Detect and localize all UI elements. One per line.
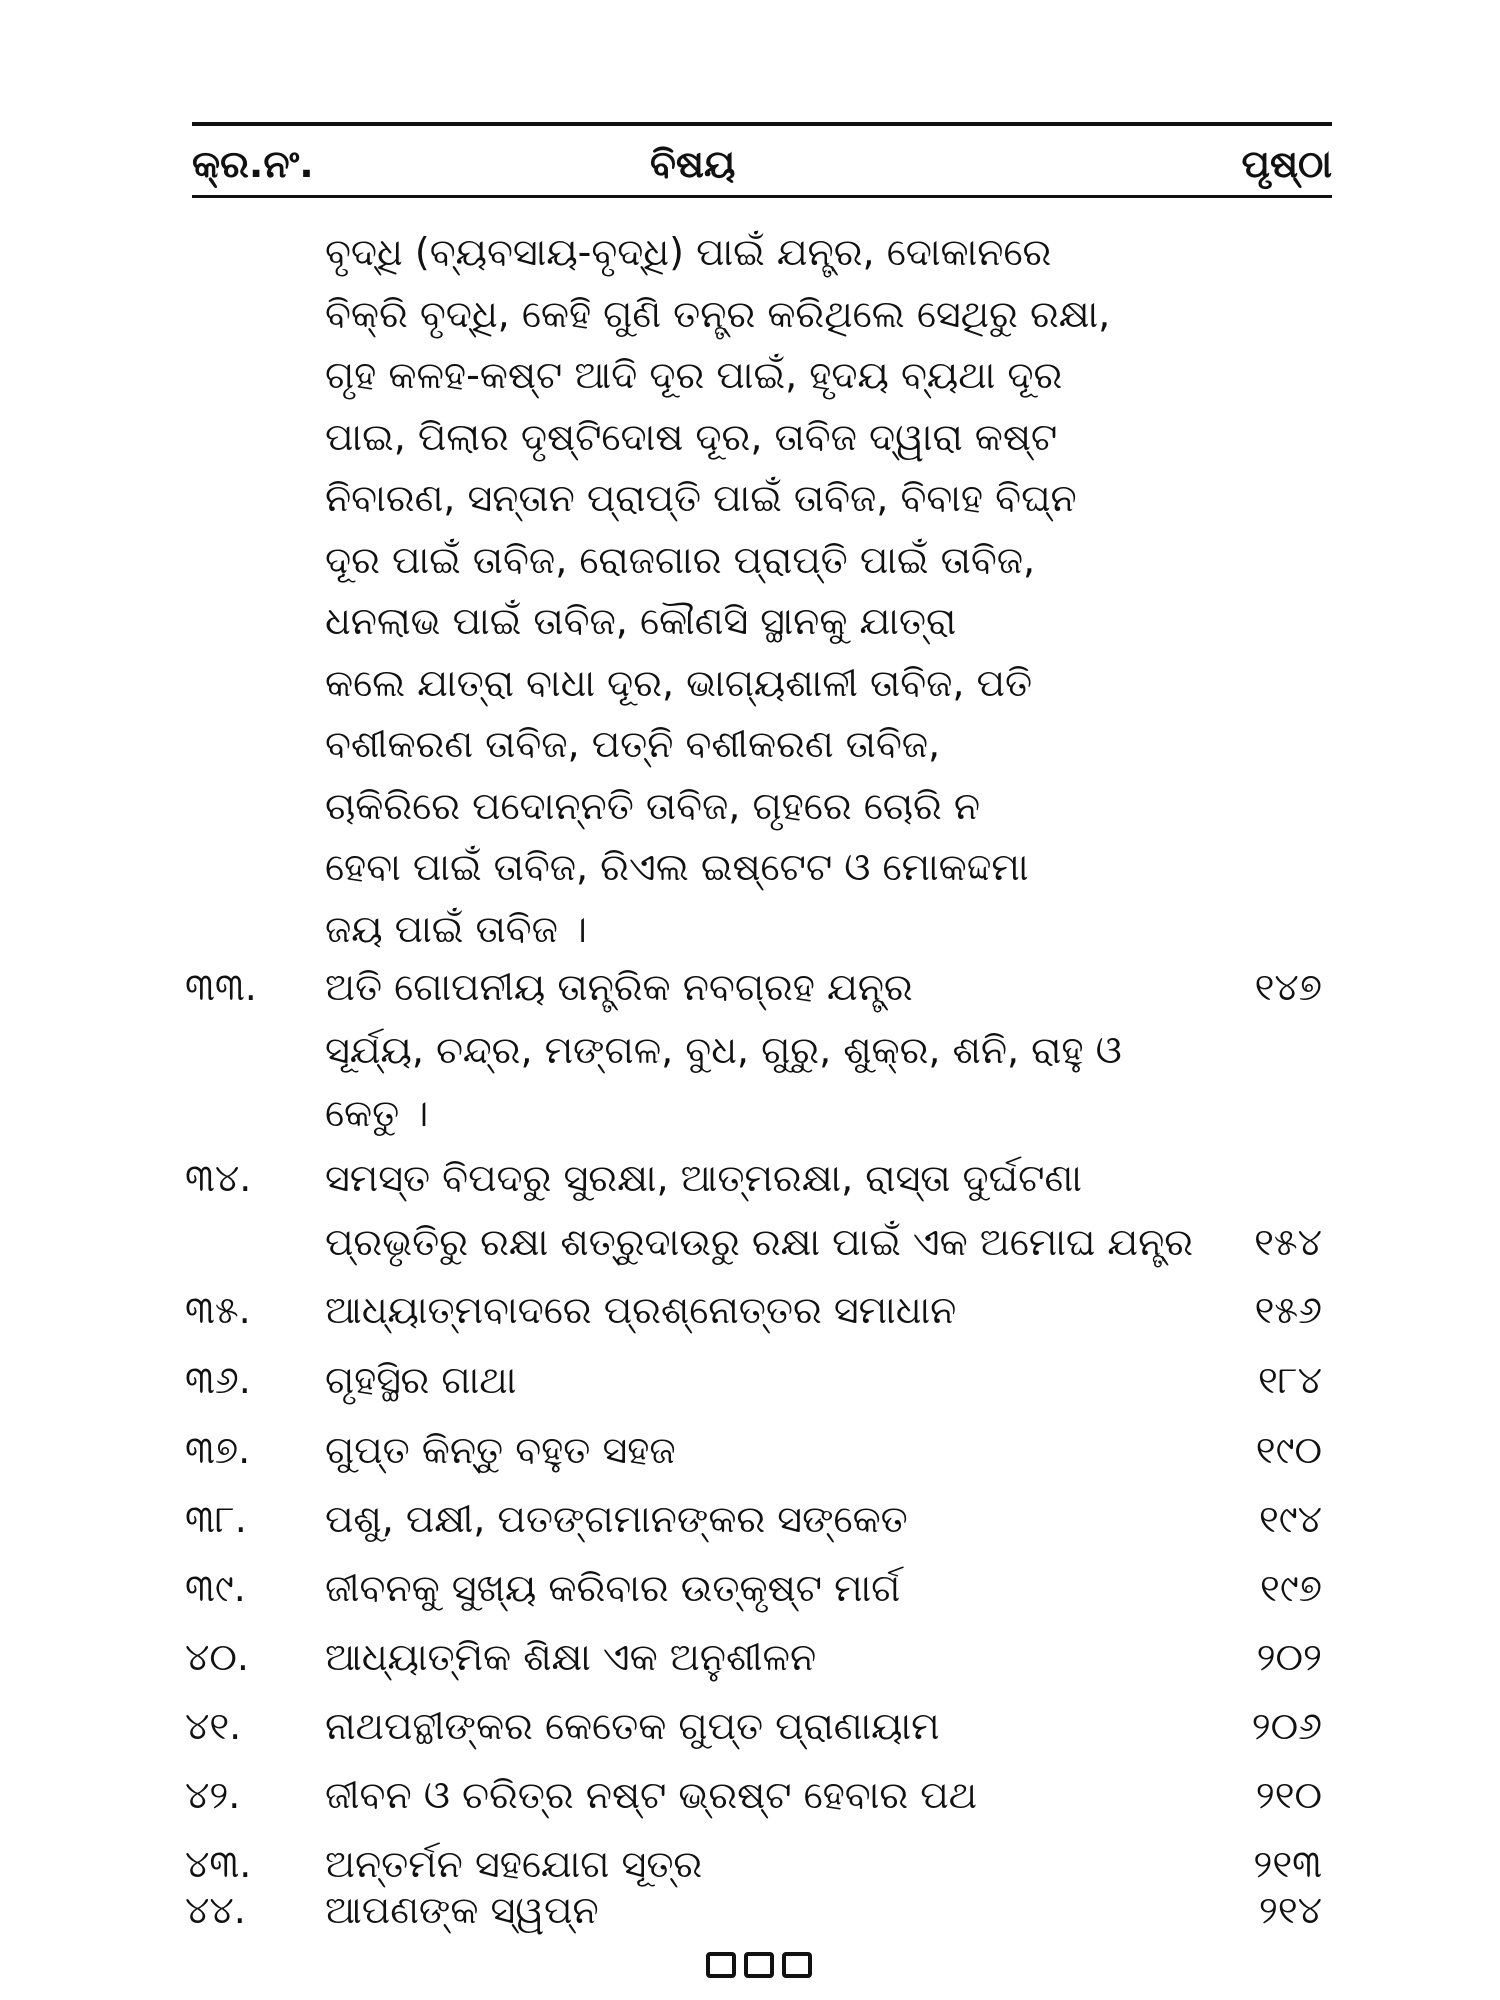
entry-title: ଜୀବନକୁ ସୁଖ୍ୟ କରିବାର ଉତ୍କୃଷ୍ଟ ମାର୍ଗ — [325, 1566, 901, 1610]
description-line: ଗୃହ କଳହ-କଷ୍ଟ ଆଦି ଦୂର ପାଇଁ, ହୃଦୟ ବ୍ୟଥା ଦୂର — [325, 353, 1063, 397]
entry-subtext: ପ୍ରଭୃତିରୁ ରକ୍ଷା ଶତ୍ରୁଦାଉରୁ ରକ୍ଷା ପାଇଁ ଏକ ଅମୋଘ ଯନ୍ତ୍ର — [325, 1220, 1194, 1264]
entry-page: ୧୯୭ — [1260, 1566, 1322, 1610]
header-rule — [192, 195, 1332, 198]
entry-title: ସମସ୍ତ ବିପଦରୁ ସୁରକ୍ଷା, ଆତ୍ମରକ୍ଷା, ରାସ୍ତା ଦୁର୍ଘଟଣା — [325, 1156, 1082, 1200]
entry-number: ୪୪. — [185, 1888, 246, 1932]
entry-title: ଜୀବନ ଓ ଚରିତ୍ର ନଷ୍ଟ ଭ୍ରଷ୍ଟ ହେବାର ପଥ — [325, 1773, 978, 1817]
entry-title: ଆପଣଙ୍କ ସ୍ୱପ୍ନ — [325, 1888, 599, 1932]
entry-page: ୨୧୦ — [1255, 1773, 1322, 1817]
description-line: ବୃଦ୍ଧି (ବ୍ୟବସାୟ-ବୃଦ୍ଧି) ପାଇଁ ଯନ୍ତ୍ର, ଦୋକାନରେ — [325, 230, 1052, 274]
entry-page: ୧୫୬ — [1254, 1288, 1322, 1332]
entry-title: ଆଧ୍ୟାତ୍ମବାଦରେ ପ୍ରଶ୍ନୋତ୍ତର ସମାଧାନ — [325, 1288, 957, 1332]
description-line: ଚାକିରିରେ ପଦୋନ୍ନତି ତାବିଜ, ଗୃହରେ ଚୋରି ନ — [325, 783, 981, 828]
entry-number: ୩୮. — [185, 1497, 247, 1541]
top-rule — [192, 122, 1332, 126]
entry-title: ଗୁପ୍ତ କିନ୍ତୁ ବହୁତ ସହଜ — [325, 1428, 676, 1472]
description-line: କଲେ ଯାତ୍ରା ବାଧା ଦୂର, ଭାଗ୍ୟଶାଳୀ ତାବିଜ, ପତି — [325, 660, 1033, 705]
description-line: ହେବା ପାଇଁ ତାବିଜ, ରିଏଲ ଇଷ୍ଟେଟ ଓ ମୋକଦ୍ଦମା — [325, 845, 1029, 889]
entry-title: ଅତି ଗୋପନୀୟ ତାନ୍ତ୍ରିକ ନବଗ୍ରହ ଯନ୍ତ୍ର — [325, 965, 913, 1009]
entry-title: ନାଥପନ୍ଥୀଙ୍କର କେତେକ ଗୁପ୍ତ ପ୍ରାଣାୟାମ — [325, 1704, 940, 1748]
entry-page: ୧୪୭ — [1254, 965, 1322, 1009]
entry-number: ୩୬. — [185, 1358, 251, 1402]
entry-page: ୧୫୪ — [1254, 1220, 1322, 1264]
entry-number: ୩୩. — [185, 965, 257, 1009]
entry-subtext: କେତୁ । — [325, 1091, 429, 1135]
description-line: ନିବାରଣ, ସନ୍ତାନ ପ୍ରାପ୍ତି ପାଇଁ ତାବିଜ, ବିବାହ ବିଘ୍ନ — [325, 476, 1077, 520]
description-line: ଜୟ ପାଇଁ ତାବିଜ । — [325, 906, 588, 951]
end-box-icon — [782, 1952, 812, 1978]
entry-title: ପଶୁ, ପକ୍ଷୀ, ପତଙ୍ଗମାନଙ୍କର ସଙ୍କେତ — [325, 1497, 908, 1541]
serial-no-header: କ୍ର.ନଂ. — [192, 142, 314, 186]
entry-page: ୨୦୨ — [1256, 1635, 1322, 1679]
end-of-section-mark — [700, 1948, 818, 1982]
entry-number: ୪୨. — [185, 1773, 241, 1817]
entry-page: ୨୧୩ — [1253, 1842, 1322, 1886]
entry-page: ୧୮୪ — [1258, 1358, 1322, 1402]
entry-number: ୩୪. — [185, 1156, 252, 1200]
end-box-icon — [706, 1952, 736, 1978]
entry-number: ୩୫. — [185, 1288, 251, 1332]
entry-page: ୧୯୪ — [1258, 1497, 1322, 1541]
entry-number: ୪୧. — [185, 1704, 242, 1748]
entry-title: ଅନ୍ତର୍ମନ ସହଯୋଗ ସୂତ୍ର — [325, 1842, 703, 1886]
continued-description — [325, 222, 1285, 960]
entry-number: ୩୭. — [185, 1428, 251, 1472]
entry-number: ୪୩. — [185, 1842, 252, 1886]
entry-page: ୨୧୪ — [1258, 1888, 1322, 1932]
page-header: ପୃଷ୍ଠା — [1241, 142, 1332, 186]
entry-number: ୩୯. — [185, 1566, 246, 1610]
description-line: ଧନଲାଭ ପାଇଁ ତାବିଜ, କୌଣସି ସ୍ଥାନକୁ ଯାତ୍ରା — [325, 599, 957, 643]
entry-number: ୪୦. — [185, 1635, 249, 1679]
entry-title: ଆଧ୍ୟାତ୍ମିକ ଶିକ୍ଷା ଏକ ଅନୁଶୀଳନ — [325, 1635, 817, 1679]
description-line: ଦୂର ପାଇଁ ତାବିଜ, ରୋଜଗାର ପ୍ରାପ୍ତି ପାଇଁ ତାବିଜ, — [325, 537, 1036, 582]
description-line: ପାଇ, ପିଲାର ଦୃଷ୍ଟିଦୋଷ ଦୂର, ତାବିଜ ଦ୍ୱାରା କଷ୍ଟ — [325, 414, 1058, 459]
subject-header: ବିଷୟ — [650, 142, 736, 186]
description-line: ବିକ୍ରି ବୃଦ୍ଧି, କେହି ଗୁଣି ତନ୍ତ୍ର କରିଥିଲେ ସେଥିରୁ ରକ୍ଷା, — [325, 291, 1111, 336]
entry-subtext: ସୂର୍ଯ୍ୟ, ଚନ୍ଦ୍ର, ମଙ୍ଗଳ, ବୁଧ, ଗୁରୁ, ଶୁକ୍ର, ଶନି, ରାହୁ ଓ — [325, 1028, 1122, 1072]
entry-title: ଗୃହସ୍ଥିର ଗାଥା — [325, 1358, 517, 1402]
description-line: ବଶୀକରଣ ତାବିଜ, ପତ୍ନି ବଶୀକରଣ ତାବିଜ, — [325, 722, 941, 766]
entry-page: ୨୦୬ — [1251, 1704, 1322, 1748]
end-box-icon — [744, 1952, 774, 1978]
entry-page: ୧୯୦ — [1255, 1428, 1322, 1472]
